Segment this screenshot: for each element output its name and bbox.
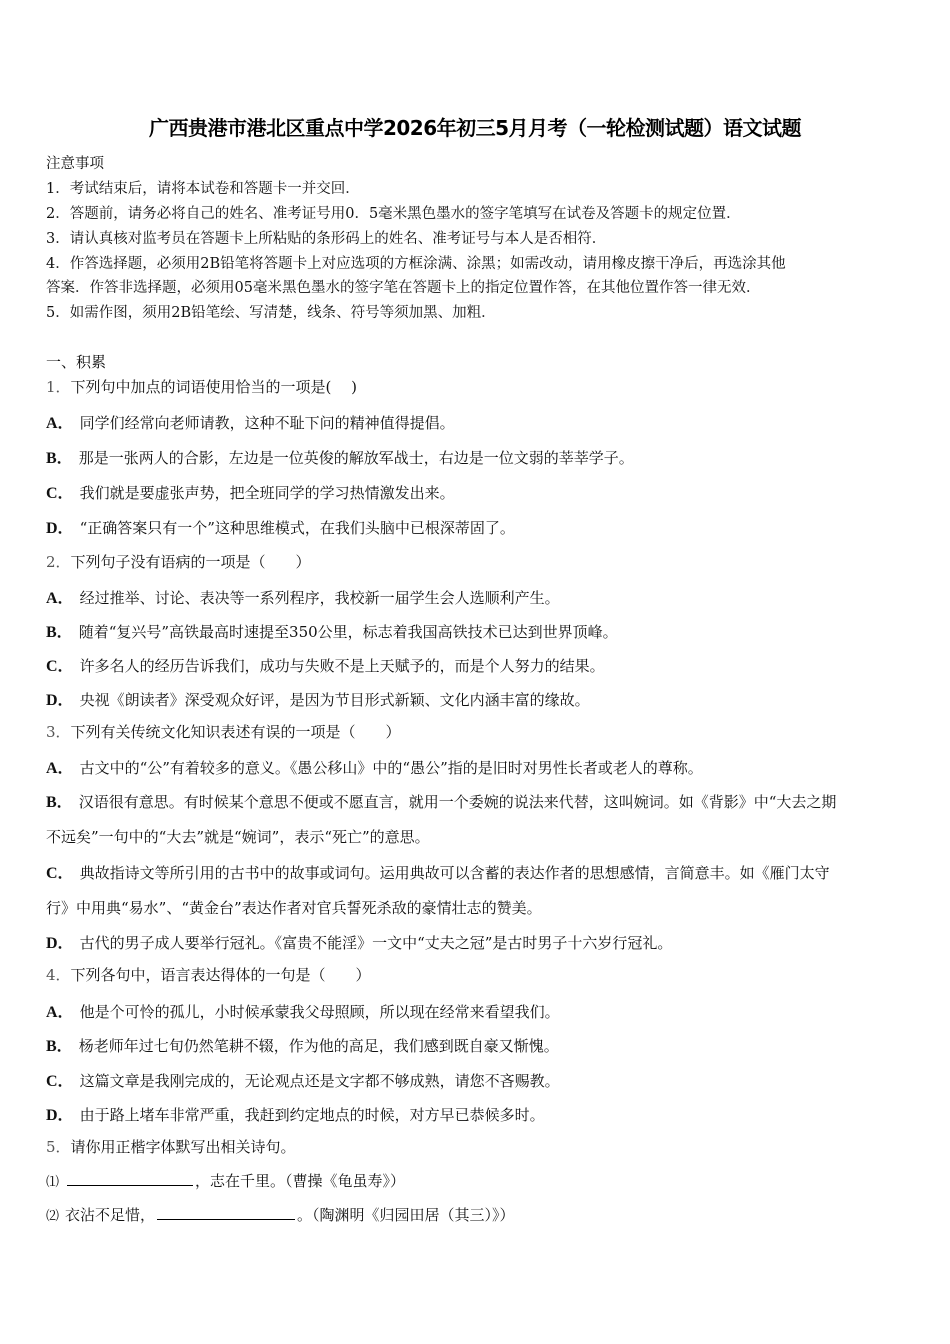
option xyxy=(46,410,455,433)
question-text: 下列句子没有语病的一项是（ ） xyxy=(70,553,311,571)
option-text: 这篇文章是我刚完成的，无论观点还是文字都不够成熟，请您不吝赐教。 xyxy=(79,1072,560,1090)
notice-item: 3．请认真核对监考员在答题卡上所粘贴的条形码上的姓名、准考证号与本人是否相符． xyxy=(46,231,607,247)
question-number: 3． xyxy=(46,723,71,741)
option-text: 典故指诗文等所引用的古书中的故事或词句。运用典故可以含蓄的表达作者的思想感情，言简意丰。如《雁门太守 xyxy=(79,864,830,882)
option-label: D． xyxy=(46,935,74,952)
option-text: 古文中的“公”有着较多的意义。《愚公移山》中的“愚公”指的是旧时对男性长者或老人的尊称。 xyxy=(79,759,703,777)
option-text: 经过推举、讨论、表决等一系列程序，我校新一届学生会人选顺利产生。 xyxy=(79,589,560,607)
answer-blank[interactable] xyxy=(67,1171,193,1186)
fill-after: 。（陶渊明《归园田居（其三）》） xyxy=(297,1206,515,1224)
question-number: 2． xyxy=(46,553,71,571)
question-stem xyxy=(46,376,357,397)
option-text: 杨老师年过七旬仍然笔耕不辍，作为他的高足，我们感到既自豪又惭愧。 xyxy=(78,1037,559,1055)
option-label: C． xyxy=(46,658,74,675)
option-continuation: 不远矣”一句中的“大去”就是“婉词”，表示“死亡”的意思。 xyxy=(46,828,430,846)
option xyxy=(46,1068,560,1091)
question-number: 1． xyxy=(46,378,71,396)
option-text: 许多名人的经历告诉我们，成功与失败不是上天赋予的，而是个人努力的结果。 xyxy=(79,657,605,675)
option-text: 我们就是要虚张声势，把全班同学的学习热情激发出来。 xyxy=(79,484,455,502)
notice-item: 2．答题前，请务必将自己的姓名、准考证号用0．5毫米黑色墨水的签字笔填写在试卷及答题卡的规定位置． xyxy=(46,206,741,222)
option-label: C． xyxy=(46,485,74,502)
question-text: 请你用正楷字体默写出相关诗句。 xyxy=(70,1138,296,1156)
option-label: B． xyxy=(46,624,73,641)
option-text: 古代的男子成人要举行冠礼。《富贵不能淫》一文中“丈夫之冠”是古时男子十六岁行冠礼。 xyxy=(79,934,673,952)
question-number: 5． xyxy=(46,1138,71,1156)
option xyxy=(46,755,703,778)
fill-after: ，志在千里。（曹操《龟虽寿》） xyxy=(195,1172,406,1190)
option-label: A． xyxy=(46,590,74,607)
option-text: 他是个可怜的孤儿，小时候承蒙我父母照顾，所以现在经常来看望我们。 xyxy=(79,1003,560,1021)
option-text: 由于路上堵车非常严重，我赶到约定地点的时候，对方早已恭候多时。 xyxy=(79,1106,545,1124)
option xyxy=(46,480,455,503)
option xyxy=(46,515,515,538)
fill-before: 衣沾不足惜， xyxy=(65,1206,156,1224)
option xyxy=(46,653,605,676)
notice-heading: 注意事项 xyxy=(46,156,104,172)
option-continuation: 行》中用典“易水”、“黄金台”表达作者对官兵誓死杀敌的豪情壮志的赞美。 xyxy=(46,899,542,917)
question-stem xyxy=(46,964,371,985)
question-stem xyxy=(46,551,311,572)
option xyxy=(46,445,634,468)
option-text: 同学们经常向老师请教，这种不耻下问的精神值得提倡。 xyxy=(79,414,455,432)
option-label: C． xyxy=(46,865,74,882)
fill-in-item xyxy=(46,1170,405,1191)
option-label: B． xyxy=(46,794,73,811)
sub-question-number: ⑴ xyxy=(46,1175,60,1190)
question-text: 下列有关传统文化知识表述有误的一项是（ ） xyxy=(70,723,401,741)
notice-item: 答案．作答非选择题，必须用05毫米黑色墨水的签字笔在答题卡上的指定位置作答，在其他位置作答一律无效． xyxy=(46,280,761,296)
option-label: A． xyxy=(46,415,74,432)
answer-blank[interactable] xyxy=(157,1205,295,1220)
notice-item: 5．如需作图，须用2B铅笔绘、写清楚，线条、符号等须加黑、加粗． xyxy=(46,305,496,321)
option-label: C． xyxy=(46,1073,74,1090)
option-label: D． xyxy=(46,1107,74,1124)
option-text: 央视《朗读者》深受观众好评，是因为节目形式新颖、文化内涵丰富的缘故。 xyxy=(79,691,590,709)
option-label: A． xyxy=(46,760,74,777)
question-number: 4． xyxy=(46,966,71,984)
option xyxy=(46,789,836,812)
option-label: B． xyxy=(46,450,73,467)
question-stem xyxy=(46,1136,296,1157)
option xyxy=(46,1102,545,1125)
fill-in-item xyxy=(46,1204,515,1225)
option xyxy=(46,999,560,1022)
option xyxy=(46,930,672,953)
option-text: 汉语很有意思。有时候某个意思不便或不愿直言，就用一个委婉的说法来代替，这叫婉词。如《背影》中“大去之期 xyxy=(78,793,837,811)
question-text: 下列句中加点的词语使用恰当的一项是( ) xyxy=(70,378,358,396)
sub-question-number: ⑵ xyxy=(46,1209,60,1224)
option-label: B． xyxy=(46,1038,73,1055)
option xyxy=(46,860,830,883)
option xyxy=(46,585,560,608)
question-text: 下列各句中，语言表达得体的一句是（ ） xyxy=(70,966,371,984)
option xyxy=(46,1033,559,1056)
option-label: A． xyxy=(46,1004,74,1021)
option-text: “正确答案只有一个”这种思维模式，在我们头脑中已根深蒂固了。 xyxy=(79,519,515,537)
option xyxy=(46,619,618,642)
option-text: 随着“复兴号”高铁最高时速提至350公里，标志着我国高铁技术已达到世界顶峰。 xyxy=(78,623,618,641)
option-label: D． xyxy=(46,692,74,709)
question-stem xyxy=(46,721,401,742)
document-title: 广西贵港市港北区重点中学2026年初三5月月考（一轮检测试题）语文试题 xyxy=(148,116,802,140)
section-heading: 一、积累 xyxy=(46,353,107,371)
option-text: 那是一张两人的合影，左边是一位英俊的解放军战士，右边是一位文弱的莘莘学子。 xyxy=(78,449,634,467)
option-label: D． xyxy=(46,520,74,537)
option xyxy=(46,687,590,710)
notice-item: 1．考试结束后，请将本试卷和答题卡一并交回． xyxy=(46,181,360,197)
notice-item: 4．作答选择题，必须用2B铅笔将答题卡上对应选项的方框涂满、涂黑；如需改动，请用橡皮擦干净后，再选涂其他 xyxy=(46,256,786,272)
